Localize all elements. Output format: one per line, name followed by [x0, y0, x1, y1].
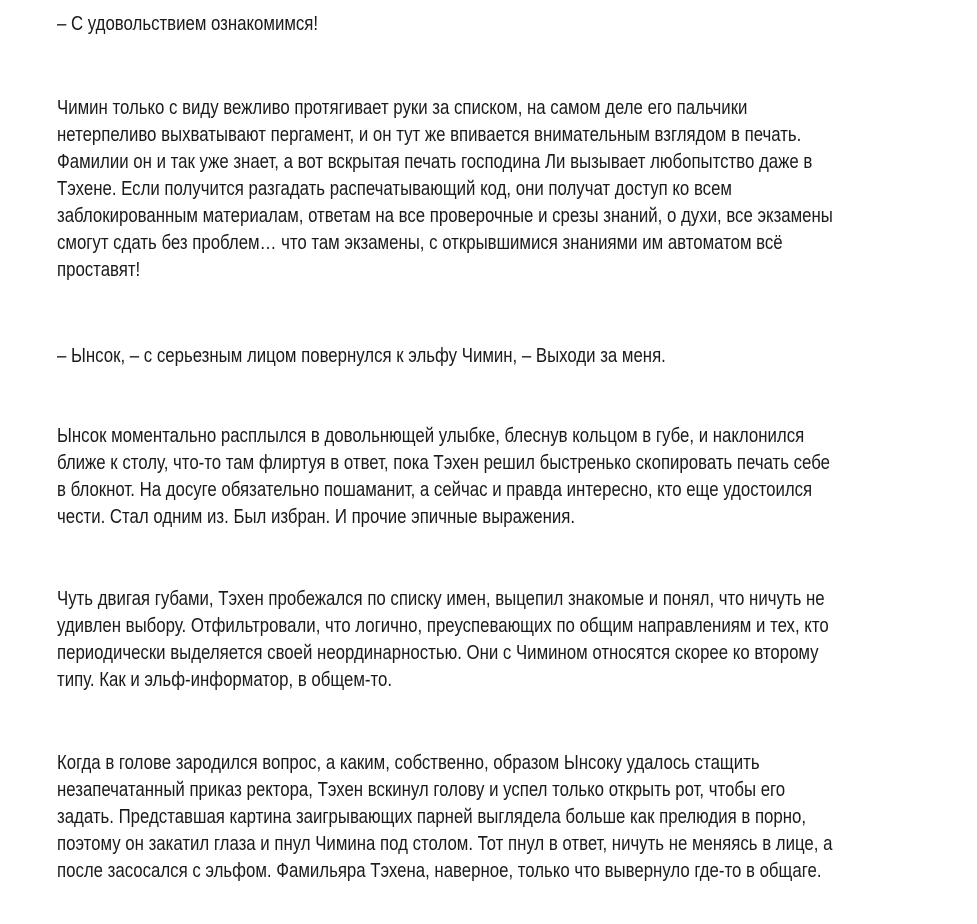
text-line: – Ынсок, – с серьезным лицом повернулся к эльфу Чимин, – Выходи за меня. — [57, 345, 666, 367]
text-line: периодически выделяется своей неординарностью. Они с Чимином относятся скорее ко второму — [57, 642, 819, 664]
text-line: Чимин только с виду вежливо протягивает руки за списком, на самом деле его пальчики — [57, 97, 748, 119]
text-line: Чуть двигая губами, Тэхен пробежался по списку имен, выцепил знакомые и понял, что ничуть не — [57, 588, 825, 610]
text-line: Ынсок моментально расплылся в довольнющей улыбке, блеснув кольцом в губе, и наклонился — [57, 425, 805, 447]
text-line: задать. Представшая картина заигрывающих парней выглядела больше как прелюдия в порно, — [57, 806, 807, 828]
paragraph-3 — [57, 343, 782, 370]
text-line: нетерпеливо выхватывают пергамент, и он тут же впивается внимательным взглядом в печать. — [57, 124, 802, 146]
text-line: чести. Стал одним из. Был избран. И прочие эпичные выражения. — [57, 506, 576, 528]
paragraph-4 — [57, 423, 977, 531]
paragraph-2 — [57, 95, 977, 284]
text-line: смогут сдать без проблем… что там экзамены, с открывшимися знаниями им автоматом всё — [57, 232, 783, 254]
text-line: Тэхене. Если получится разгадать распечатывающий код, они получат доступ ко всем — [57, 178, 732, 200]
text-line: в блокнот. На досуге обязательно пошаманит, а сейчас и правда интересно, кто еще удостоился — [57, 479, 813, 501]
text-line: удивлен выбору. Отфильтровали, что логично, преуспевающих по общим направлениям и тех, кто — [57, 615, 829, 637]
text-line: Фамилии он и так уже знает, а вот вскрытая печать господина Ли вызывает любопытство даже в — [57, 151, 813, 173]
paragraph-1 — [57, 11, 368, 38]
text-line: ближе к столу, что-то там флиртуя в ответ, пока Тэхен решил быстренько скопировать печать себе — [57, 452, 830, 474]
text-line: поэтому он закатил глаза и пнул Чимина под столом. Тот пнул в ответ, ничуть не меняясь в лице, а — [57, 833, 833, 855]
text-line: заблокированным материалам, ответам на все проверочные и срезы знаний, о духи, все экзамены — [57, 205, 833, 227]
text-line: – С удовольствием ознакомимся! — [57, 13, 319, 35]
text-line: незапечатанный приказ ректора, Тэхен вскинул голову и успел только открыть рот, чтобы его — [57, 779, 786, 801]
text-line: Когда в голове зародился вопрос, а каким, собственно, образом Ынсоку удалось стащить — [57, 752, 760, 774]
paragraph-6 — [57, 750, 977, 885]
text-line: типу. Как и эльф-информатор, в общем-то. — [57, 669, 393, 691]
text-line: после засосался с эльфом. Фамильяра Тэхена, наверное, только что вывернуло где-то в общаге. — [57, 860, 822, 882]
paragraph-5 — [57, 586, 976, 694]
text-line: проставят! — [57, 259, 141, 281]
